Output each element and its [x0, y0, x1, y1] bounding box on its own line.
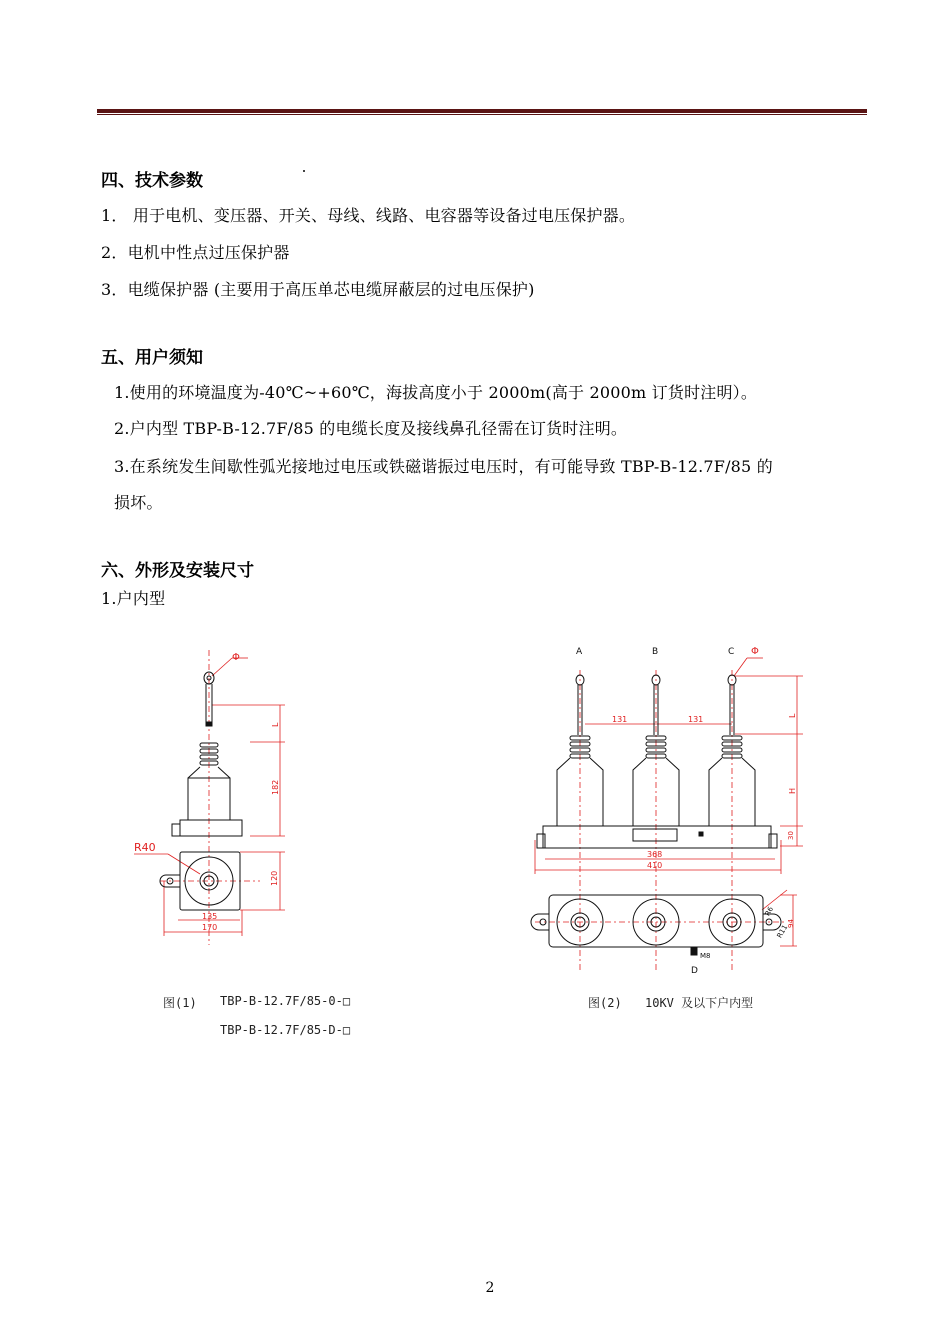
fig2-label-B: B [652, 647, 659, 657]
sec4-item-3: 3．电缆保护器 (主要用于高压单芯电缆屏蔽层的过电压保护) [101, 280, 535, 299]
fig2-H-label: H [788, 787, 797, 794]
section-5-title: 五、用户须知 [101, 348, 203, 368]
sec6-subtitle: 1.户内型 [101, 589, 166, 608]
fig1-caption-label: 图(1) [163, 996, 197, 1010]
fig2-dim-30: 30 [787, 831, 795, 840]
fig2-dim-410: 410 [647, 861, 663, 870]
section-4-title: 四、技术参数 [101, 171, 203, 191]
fig2-label-A: A [576, 647, 583, 657]
sec4-item-2: 2．电机中性点过压保护器 [101, 243, 290, 262]
fig2-dim-368: 368 [647, 850, 663, 859]
section-6-title: 六、外形及安装尺寸 [101, 561, 254, 581]
fig2-caption-label: 图(2) [588, 996, 622, 1010]
page-number: 2 [485, 1280, 495, 1296]
fig2-L-label: L [788, 713, 797, 718]
fig1-dim-135: 135 [202, 912, 218, 921]
figure-2-drawing [525, 640, 825, 980]
fig1-dim-170: 170 [202, 923, 218, 932]
fig1-L-label: L [271, 722, 280, 727]
header-rule [97, 109, 867, 113]
sec4-item-1: 1． 用于电机、变压器、开关、母线、线路、电容器等设备过电压保护器。 [101, 206, 636, 225]
sec5-item-3-cont: 损坏。 [114, 493, 163, 512]
fig2-R11-label: R11 [775, 923, 790, 940]
fig2-caption-text: 10KV 及以下户内型 [645, 996, 754, 1010]
sec5-item-3: 3.在系统发生间歇性弧光接地过电压或铁磁谐振过电压时，有可能导致 TBP-B-12.7F/85 的 [114, 457, 773, 476]
stray-dot [303, 170, 305, 172]
fig1-phi-label: Φ [232, 652, 240, 663]
header-rule-thin [97, 114, 867, 115]
fig2-M8-label: M8 [700, 952, 711, 960]
fig2-phi-label: Φ [751, 646, 759, 657]
fig2-dim-131-right: 131 [688, 715, 704, 724]
fig2-R6-label: R6 [763, 905, 776, 918]
fig1-dim-120: 120 [270, 870, 279, 886]
fig1-R40-label: R40 [134, 841, 156, 854]
sec5-item-2: 2.户内型 TBP-B-12.7F/85 的电缆长度及接线鼻孔径需在订货时注明。 [114, 419, 628, 438]
fig2-D-label: D [691, 966, 698, 976]
fig2-label-C: C [728, 647, 735, 657]
fig1-caption-line2: TBP-B-12.7F/85-D-□ [220, 1023, 351, 1037]
fig1-dim-182: 182 [271, 779, 280, 795]
fig2-dim-131-left: 131 [612, 715, 628, 724]
sec5-item-1: 1.使用的环境温度为-40℃~+60℃，海拔高度小于 2000m(高于 2000m 订货时注明）。 [114, 383, 758, 402]
fig1-caption-line1: TBP-B-12.7F/85-0-□ [220, 994, 351, 1008]
fig2-dim-94: 94 [787, 919, 795, 928]
figure-1-drawing [120, 640, 320, 960]
